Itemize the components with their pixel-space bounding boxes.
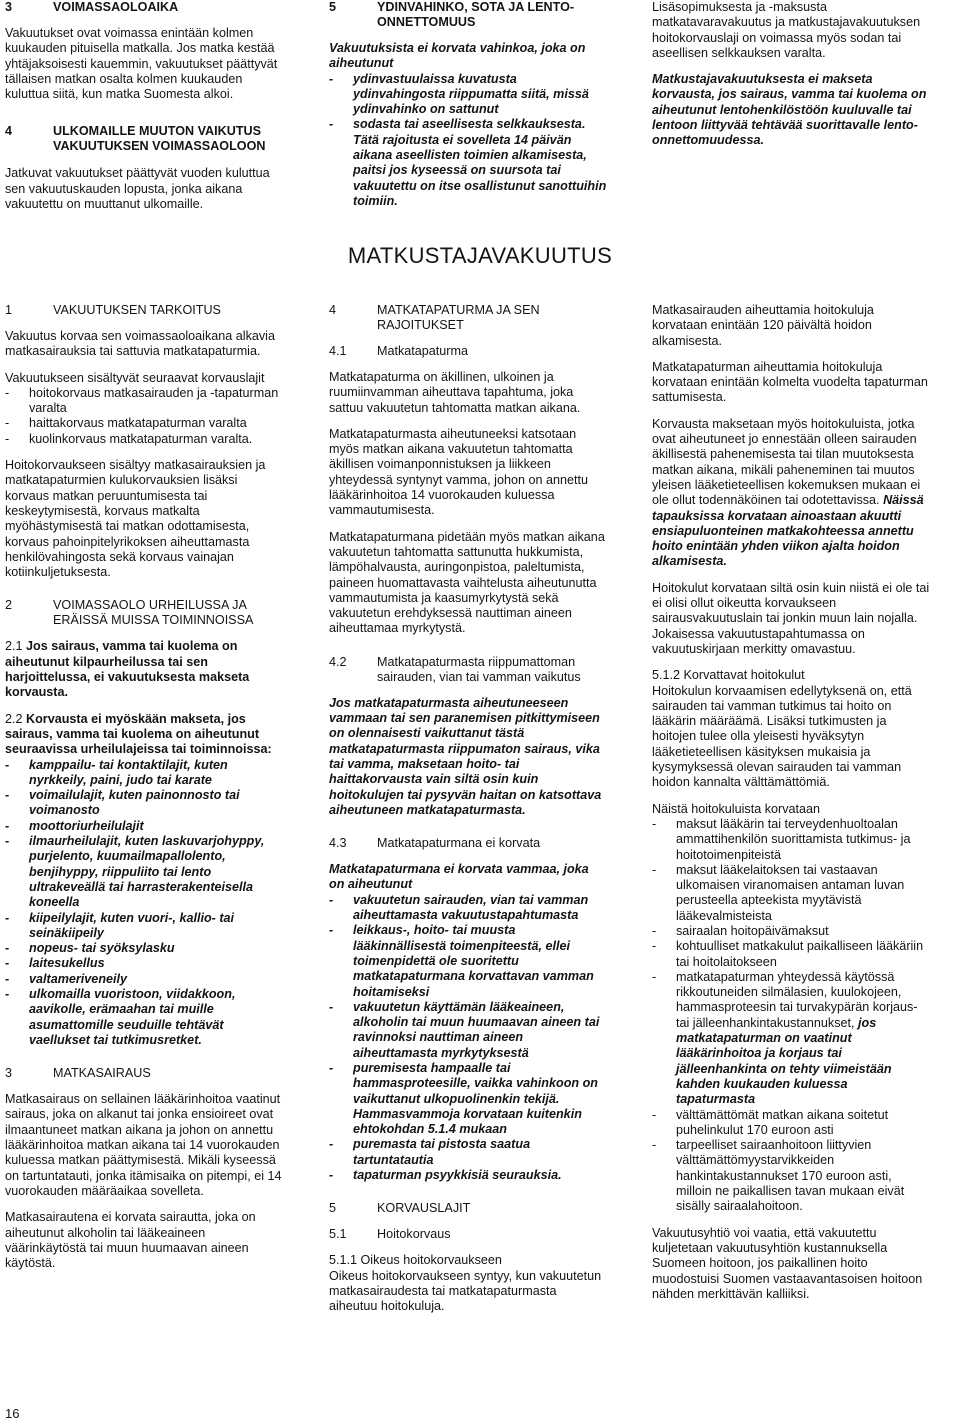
list-item: - haittakorvaus matkatapaturman varalta — [5, 416, 247, 431]
list-item: - voimailulajit, kuten painonnosto tai voimanosto — [5, 788, 240, 818]
list-item: - kamppailu- tai kontaktilajit, kuten nyrkkeily, paini, judo tai karate — [5, 757, 228, 787]
list-item: - laitesukellus — [5, 956, 105, 971]
section-heading: 5 YDINVAHINKO, SOTA JA LENTO-ONNETTOMUUS — [329, 0, 575, 29]
paragraph: Jos matkatapaturmasta aiheutuneeseen vammaan tai sen paranemisen pitkittymiseen on olennaisesti vaikuttanut tästä matkatapaturmasta riippumaton sairaus, vika tai vamma, maksetaan hoito- tai haittakorvausta vain siltä osin kuin hoitokulujen tai pysyvän haitan on katsottava aiheutuneen matkatapaturmasta. — [329, 695, 602, 817]
list-item: - ydinvastuulaissa kuvatusta ydinvahingosta riippumatta siitä, missä ydinvahinko on sattunut — [329, 71, 589, 117]
list-item: - välttämättömät matkan aikana soitetut puhelinkulut 170 euroon asti — [652, 1107, 889, 1137]
paragraph: Matkatapaturmana ei korvata vammaa, joka on aiheutunut — [329, 862, 589, 892]
paragraph: Korvausta maksetaan myös hoitokuluista, jotka ovat aiheutuneet jo ennestään olleen sairauden äkillisestä pahenemisesta tai tilan muutoksesta matkan aikana, mikäli paheneminen tai muutos yleisen lääketieteellisen kokemuksen mukaan ei ole ollut todennäköinen tai odotettavissa. Näissä tapauksissa korvataan ainoastaan akuutti ensiapuluonteinen matkakohteessa annettu hoito enintään yhden viikon ajalta hoidon alkamisesta. — [652, 416, 924, 569]
list — [652, 817, 930, 1215]
list-item: - ulkomailla vuoristoon, viidakkoon, aavikolle, erämaahan tai muille asumattomille seuduille tehtävät vaellukset tai tutkimusretket. — [5, 986, 236, 1047]
paragraph: Vakuutukset ovat voimassa enintään kolmen kuukauden pituisella matkalla. Jos matka kestää yhtäjaksoisesti kauemmin, vakuutukset päättyvät tällaisen matkan osalta kolmen kuukauden kuluttua siitä, kun matka Suomesta alkoi. — [5, 26, 278, 102]
list-item: - tarpeelliset sairaanhoitoon liittyvien välttämättömyystarvikkeiden hankintakustannukset 170 euroon asti, milloin ne paikallisen tavan mukaan eivät sisälly sairaalahoitoon. — [652, 1138, 905, 1214]
paragraph: 2.1 Jos sairaus, vamma tai kuolema on aiheutunut kilpaurheilussa tai sen harjoittelussa, ei vakuutuksesta makseta korvausta. — [5, 639, 250, 700]
bottom-column-1 — [5, 303, 283, 1282]
paragraph: Matkasairaus on sellainen lääkärinhoitoa vaatinut sairaus, joka on alkanut tai jonka ensioireet ovat ilmaantuneet matkan aikana ja johon on annettu lääkärinhoitoa matkan aikana tai 14 vuorokauden kuluessa matkan päättymisestä. Mikäli kyseessä on tartuntatauti, jonka itämisaika on pitempi, ei 14 vuorokauden määräaikaa sovelleta. — [5, 1092, 282, 1198]
subsection-heading: 5.1 Hoitokorvaus — [329, 1227, 451, 1242]
paragraph: Matkustajavakuutuksesta ei makseta korvausta, jos sairaus, vamma tai kuolema on aiheutunut lentohenkilöstöön kuuluvalle tai lentoon liittyvää tehtävää suorittavalle lento-onnettomuudessa. — [652, 72, 927, 148]
list-item: - kuolinkorvaus matkatapaturman varalta. — [5, 431, 253, 446]
list-item: - kiipeilylajit, kuten vuori-, kallio- tai seinäkiipeily — [5, 910, 235, 940]
list — [5, 386, 283, 447]
paragraph: Vakuutukseen sisältyvät seuraavat korvauslajit — [5, 370, 265, 385]
bottom-column-3 — [652, 303, 930, 1313]
page-title: MATKUSTAJAVAKUUTUS — [347, 243, 613, 268]
paragraph: Matkatapaturmana pidetään myös matkan aikana vakuutetun tahtomatta sattunutta hukkumista, lämpöhalvausta, auringonpistoa, paleltumista, paineen huomattavasta vaihtelusta aiheutunutta vammautumista ja kaasumyrkytystä sekä vakuutetun erehdyksessä nauttiman aineen aiheuttamaa myrkytystä. — [329, 529, 605, 636]
list-item: - kohtuulliset matkakulut paikalliseen lääkäriin tai hoitolaitokseen — [652, 939, 924, 969]
list — [329, 893, 607, 1184]
list-item: - maksut lääkärin tai terveydenhuoltoalan ammattihenkilön suorittamista tutkimus- ja hoitotoimenpiteistä — [652, 816, 911, 862]
list-item: - sodasta tai aseellisesta selkkauksesta. Tätä rajoitusta ei sovelleta 14 päivän aikana aseellisten toimien alkamisesta, paitsi jos kyseessä on suursota tai vakuutettu on itse osallistunut sanottuihin toimiin. — [329, 117, 607, 208]
subsection-heading: 4.3 Matkatapaturmana ei korvata — [329, 836, 541, 851]
paragraph: 2.2 Korvausta ei myöskään makseta, jos sairaus, vamma tai kuolema on aiheutunut seuraavissa urheilulajeissa tai toiminnoissa: — [5, 711, 272, 757]
top-column-3 — [652, 0, 930, 160]
paragraph: Matkatapaturmasta aiheutuneeksi katsotaan myös matkan aikana vakuutetun tahtomatta äkillisen voimanponnistuksen ja liikkeen yhteydessä syntynyt vamma, johon on annettu lääkärinhoitoa 14 vuorokauden kuluessa vammautumisesta. — [329, 426, 589, 518]
paragraph: Vakuutuksista ei korvata vahinkoa, joka on aiheutunut — [329, 41, 586, 71]
bottom-column-2 — [329, 303, 607, 1326]
list-item: - valtameriveneily — [5, 971, 128, 986]
paragraph: Jatkuvat vakuutukset päättyvät vuoden kuluttua sen vakuutuskauden lopusta, jonka aikana vakuutettu on muuttanut ulkomaille. — [5, 166, 270, 212]
list-item: - vakuutetun sairauden, vian tai vamman aiheuttamasta vakuutustapahtumasta — [329, 892, 589, 923]
list-item: - maksut lääkelaitoksen tai vastaavan ulkomaisen viranomaisen antaman luvan perusteella apteekista myytävistä lääkevalmisteista — [652, 862, 905, 923]
paragraph: Vakuutus korvaa sen voimassaoloaikana alkavia matkasairauksia tai sattuvia matkatapaturmia. — [5, 329, 275, 359]
list — [329, 72, 607, 210]
paragraph: Näistä hoitokuluista korvataan — [652, 801, 821, 816]
subsection-title: 5.1.2 Korvattavat hoitokulut — [652, 668, 805, 683]
list-item: - hoitokorvaus matkasairauden ja -tapaturman varalta — [5, 385, 279, 416]
section-heading: 4 MATKATAPATURMA JA SEN RAJOITUKSET — [329, 303, 540, 332]
paragraph: Hoitokulut korvataan siltä osin kuin niistä ei ole tai ei olisi ollut oikeutta korvaukseen sairausvakuutuslain tai jonkin muun lain nojalla. Jokaisessa vakuutustapahtumassa on vakuutuskirjaan merkitty omavastuu. — [652, 580, 930, 656]
list-item: - puremasta tai pistosta saatua tartuntatautia — [329, 1137, 531, 1167]
paragraph: Lisäsopimuksesta ja -maksusta matkatavaravakuutus ja matkustajavakuutuksen hoitokorvauslaji on voimassa myös sodan tai aseellisen selkkauksen varalta. — [652, 0, 921, 60]
top-column-2 — [329, 0, 607, 220]
subsection-title: 5.1.1 Oikeus hoitokorvaukseen — [329, 1253, 502, 1268]
list-item: - matkatapaturman yhteydessä käytössä rikkoutuneiden silmälasien, kuulokojeen, hammasproteesin tai turvakypärän korjaus- tai jälleenhankintakustannukset, jos matkatapaturman on vaatinut lääkärinhoitoa ja korjaus tai jälleenhankinta on tehty viimeistään kahden kuukauden kuluessa tapaturmasta — [652, 969, 918, 1107]
list-item: - leikkaus-, hoito- tai muusta lääkinnällisestä toimenpiteestä, ellei toimenpidettä ole suoritettu matkatapaturmana korvattavan vamman hoitamiseksi — [329, 923, 594, 999]
subsection-heading: 4.1 Matkatapaturma — [329, 344, 468, 358]
list-item: - ilmaurheilulajit, kuten laskuvarjohyppy, purjelento, kuumailmapallolento, benjihyppy, riippuliito tai lento ultrakeveällä tai harrasterakenteisella koneella — [5, 834, 265, 910]
paragraph: Matkatapaturman aiheuttamia hoitokuluja korvataan enintään kolmelta vuodelta tapaturman sattumisesta. — [652, 359, 928, 405]
list — [5, 758, 283, 1049]
paragraph: Matkatapaturma on äkillinen, ulkoinen ja ruumiinvamman aiheuttava tapahtuma, joka sattuu vakuutetun tahtomatta matkan aikana. — [329, 370, 581, 415]
top-column-1 — [5, 0, 283, 223]
section-heading: 2 VOIMASSAOLO URHEILUSSA JA ERÄISSÄ MUISSA TOIMINNOISSA — [5, 598, 254, 628]
section-heading: 1 VAKUUTUKSEN TARKOITUS — [5, 303, 221, 317]
page-number: 16 — [5, 1406, 20, 1421]
list-item: - sairaalan hoitopäivämaksut — [652, 923, 829, 938]
list-item: - moottoriurheilulajit — [5, 818, 144, 833]
paragraph: Hoitokorvaukseen sisältyy matkasairauksien ja matkatapaturmien kulukorvauksien lisäksi korvaus matkan peruuntumisesta tai keskeytymisestä, korvaus matkalta myöhästymisestä tai matkan odottamisesta, korvaus pahoinpitelyrikoksen aiheuttamasta henkilövahingosta sekä korvaus vainajan kotiinkuljetuksesta. — [5, 458, 266, 580]
paragraph: Matkasairautena ei korvata sairautta, joka on aiheutunut alkoholin tai lääkeaineen väärinkäytöstä tai muun huumaavan aineen käytöstä. — [5, 1210, 256, 1271]
section-heading: 4 ULKOMAILLE MUUTON VAIKUTUS VAKUUTUKSEN VOIMASSAOLOON — [5, 124, 266, 154]
section-heading: 3 MATKASAIRAUS — [5, 1066, 151, 1081]
list-item: - tapaturman psyykkisiä seurauksia. — [329, 1168, 562, 1183]
paragraph: Oikeus hoitokorvaukseen syntyy, kun vakuutetun matkasairaudesta tai matkatapaturmasta aiheutuu hoitokuluja. — [329, 1268, 602, 1314]
section-heading: 5 KORVAUSLAJIT — [329, 1201, 471, 1216]
subsection-heading: 4.2 Matkatapaturmasta riippumattoman sairauden, vian tai vamman vaikutus — [329, 654, 581, 684]
list-item: - nopeus- tai syöksylasku — [5, 941, 175, 956]
paragraph: Hoitokulun korvaamisen edellytyksenä on, että sairauden tai vamman tutkimus tai hoito on lääkärin määräämä. Lisäksi tutkimusten ja hoitojen tulee olla yleisesti hyväksytyn lääketieteellisen käsityksen mukaisia ja kysymyksessä olevan sairauden tai vamman hoidon kannalta välttämättömiä. — [652, 683, 912, 790]
list-item: - vakuutetun käyttämän lääkeaineen, alkoholin tai muun huumaavan aineen tai ravinnoksi nauttiman aineen aiheuttamasta myrkytyksestä — [329, 999, 600, 1060]
section-heading: 3 VOIMASSAOLOAIKA — [5, 0, 179, 14]
paragraph: Matkasairauden aiheuttamia hoitokuluja korvataan enintään 120 päivältä hoidon alkamisesta. — [652, 303, 874, 348]
paragraph: Vakuutusyhtiö voi vaatia, että vakuutettu kuljetetaan vakuutusyhtiön kustannuksella Suomeen hoitoon, jos paikallinen hoito muodostuisi Suomen vastaavantasoisen hoitoon nähden merkittävän kalliiksi. — [652, 1225, 923, 1301]
list-item: - puremisesta hampaalle tai hammasproteesille, vaikka vahinkoon on vaikuttanut ulkopuolinenkin tekijä. Hammasvammoja korvataan kuitenkin ehtokohdan 5.1.4 mukaan — [329, 1060, 598, 1137]
